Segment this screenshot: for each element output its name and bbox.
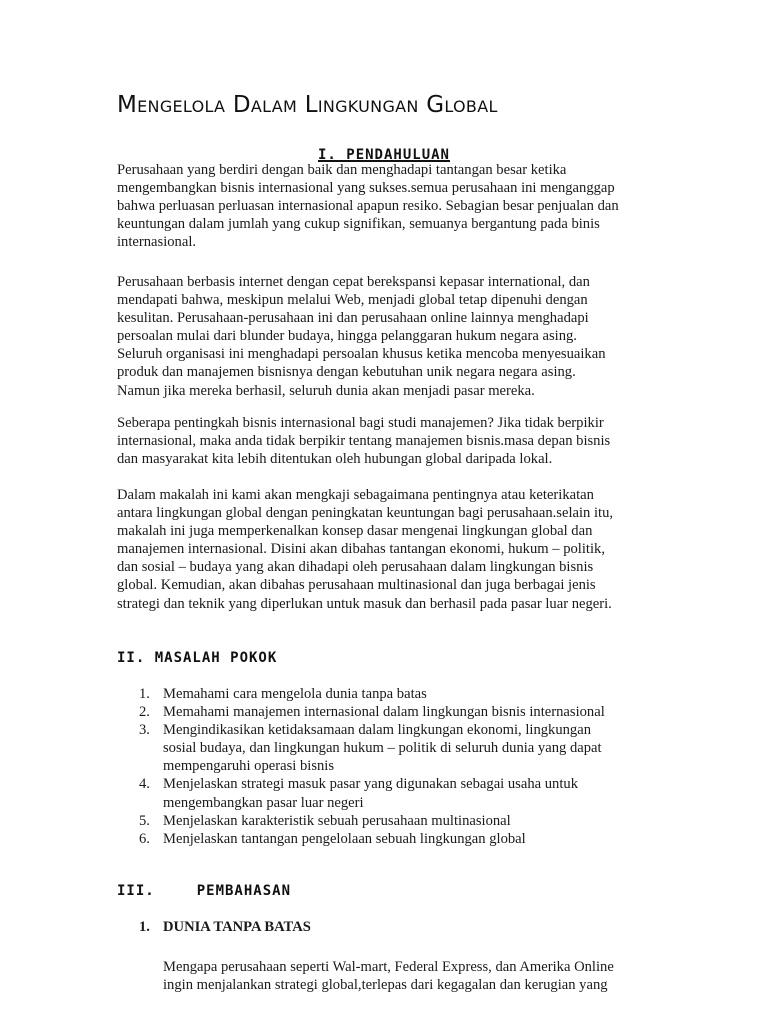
paragraph-1 — [117, 161, 677, 251]
text-line: persoalan mulai dari blunder budaya, hingga pelanggaran hukum negara asing. — [117, 328, 577, 345]
list-item — [117, 703, 605, 721]
section-heading-pendahuluan: I. PENDAHULUAN — [317, 147, 450, 163]
text-line: antara lingkungan global dengan peningkatan keuntungan bagi perusahaan.selain itu, — [117, 505, 614, 522]
list-item — [117, 830, 605, 848]
list-number: 5. — [139, 812, 150, 829]
text-line: internasional, maka anda tidak berpikir tentang manajemen bisnis.masa depan bisnis — [117, 433, 611, 450]
text-line: dan masyarakat kita lebih ditentukan oleh hubungan global daripada lokal. — [117, 451, 553, 468]
text-line: dan sosial – budaya yang akan dihadapi oleh perusahaan dalam lingkungan bisnis — [117, 559, 594, 576]
list-item-text: Menjelaskan tantangan pengelolaan sebuah lingkungan global — [163, 830, 526, 847]
text-line: Perusahaan berbasis internet dengan cepat berekspansi kepasar international, dan — [117, 274, 590, 290]
text-line: Namun jika mereka berhasil, seluruh dunia akan menjadi pasar mereka. — [117, 382, 535, 399]
text-line: mengembangkan bisnis internasional yang sukses.semua perusahaan ini menganggap — [117, 180, 615, 197]
list-number: 1. — [139, 686, 150, 702]
document-title: Mengelola Dalam Lingkungan Global — [117, 92, 498, 118]
list-item-text: Memahami cara mengelola dunia tanpa batas — [163, 686, 427, 702]
list-item — [117, 685, 605, 703]
section-heading-pembahasan: III. PEMBAHASAN — [117, 883, 292, 899]
list-item-text: mengembangkan pasar luar negeri — [163, 794, 364, 811]
text-line: Seluruh organisasi ini menghadapi persoalan khusus ketika mencoba menyesuaikan — [117, 346, 606, 363]
list-number: 6. — [139, 830, 150, 847]
list-item-text: sosial budaya, dan lingkungan hukum – politik di seluruh dunia yang dapat — [163, 740, 602, 757]
problem-list — [117, 685, 605, 848]
paragraph-3 — [117, 414, 677, 468]
text-line: ingin menjalankan strategi global,terlepas dari kegagalan dan kerugian yang — [163, 977, 608, 994]
text-line: keuntungan dalam jumlah yang cukup signifikan, semuanya bergantung pada binis — [117, 216, 600, 233]
list-item-text: mempengaruhi operasi bisnis — [163, 758, 335, 775]
list-item-text: Memahami manajemen internasional dalam lingkungan bisnis internasional — [163, 704, 605, 721]
text-line: strategi dan teknik yang diperlukan untuk masuk dan berhasil pada pasar luar negeri. — [117, 595, 612, 612]
text-line: makalah ini juga memperkenalkan konsep dasar mengenai lingkungan global dan — [117, 523, 593, 540]
list-number: 3. — [139, 722, 150, 739]
list-item — [117, 721, 605, 775]
paragraph-dunia-tanpa-batas — [163, 958, 723, 994]
list-item-text: Menjelaskan strategi masuk pasar yang digunakan sebagai usaha untuk — [163, 776, 578, 793]
list-item-text: Menjelaskan karakteristik sebuah perusahaan multinasional — [163, 812, 511, 829]
section-heading-masalah-pokok: II. MASALAH POKOK — [117, 650, 278, 666]
text-line: Seberapa pentingkah bisnis internasional bagi studi manajemen? Jika tidak berpikir — [117, 415, 604, 431]
text-line: produk dan manajemen bisnisnya dengan kebutuhan unik negara negara asing. — [117, 364, 576, 381]
paragraph-2 — [117, 273, 677, 400]
list-number: 2. — [139, 704, 150, 721]
list-item-text: Mengindikasikan ketidaksamaan dalam lingkungan ekonomi, lingkungan — [163, 722, 591, 739]
text-line: mendapati bahwa, meskipun melalui Web, menjadi global tetap dipenuhi dengan — [117, 292, 588, 309]
text-line: Mengapa perusahaan seperti Wal-mart, Federal Express, dan Amerika Online — [163, 959, 614, 975]
text-line: kesulitan. Perusahaan-perusahaan ini dan perusahaan online lainnya menghadapi — [117, 310, 589, 327]
list-number: 4. — [139, 776, 150, 793]
text-line: manajemen internasional. Disini akan dibahas tantangan ekonomi, hukum – politik, — [117, 541, 605, 558]
text-line: Perusahaan yang berdiri dengan baik dan menghadapi tantangan besar ketika — [117, 162, 567, 178]
subheading-dunia-tanpa-batas: 1. DUNIA TANPA BATAS — [139, 919, 311, 935]
text-line: global. Kemudian, akan dibahas perusahaan multinasional dan juga berbagai jenis — [117, 577, 596, 594]
text-line: internasional. — [117, 234, 197, 251]
text-line: bahwa perluasan perluasan internasional apapun resiko. Sebagian besar penjualan dan — [117, 198, 619, 215]
paragraph-4 — [117, 486, 677, 613]
list-item — [117, 812, 605, 830]
list-item — [117, 775, 605, 811]
text-line: Dalam makalah ini kami akan mengkaji sebagaimana pentingnya atau keterikatan — [117, 487, 594, 503]
